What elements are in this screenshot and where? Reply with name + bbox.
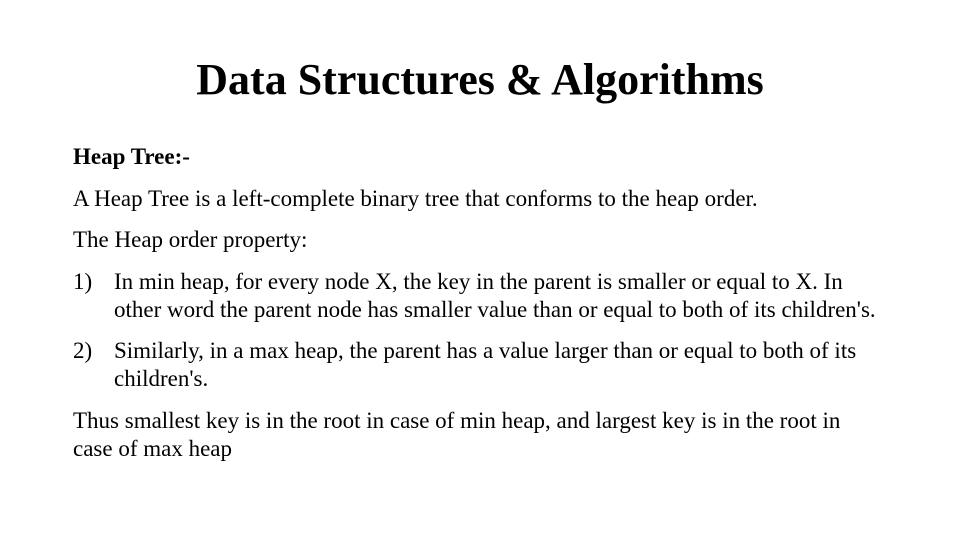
property-label: The Heap order property: — [73, 227, 308, 252]
list-item — [73, 337, 893, 393]
list-item-text: Similarly, in a max heap, the parent has a value larger than or equal to both of its children's. — [114, 338, 857, 391]
list-item — [73, 268, 893, 324]
section-heading: Heap Tree:- — [73, 144, 190, 169]
slide-body — [73, 143, 893, 463]
slide-title: Data Structures & Algorithms — [196, 55, 764, 104]
list-item-number: 2) — [73, 338, 93, 363]
list-item-number: 1) — [73, 268, 93, 294]
list-item-text: In min heap, for every node X, the key in the parent is smaller or equal to X. In other word the parent node has smaller value than or equal to both of its children's. — [114, 268, 876, 322]
conclusion-text: Thus smallest key is in the root in case of min heap, and largest key is in the root in case of max heap — [73, 407, 841, 461]
definition-text: A Heap Tree is a left-complete binary tree that conforms to the heap order. — [73, 185, 758, 211]
